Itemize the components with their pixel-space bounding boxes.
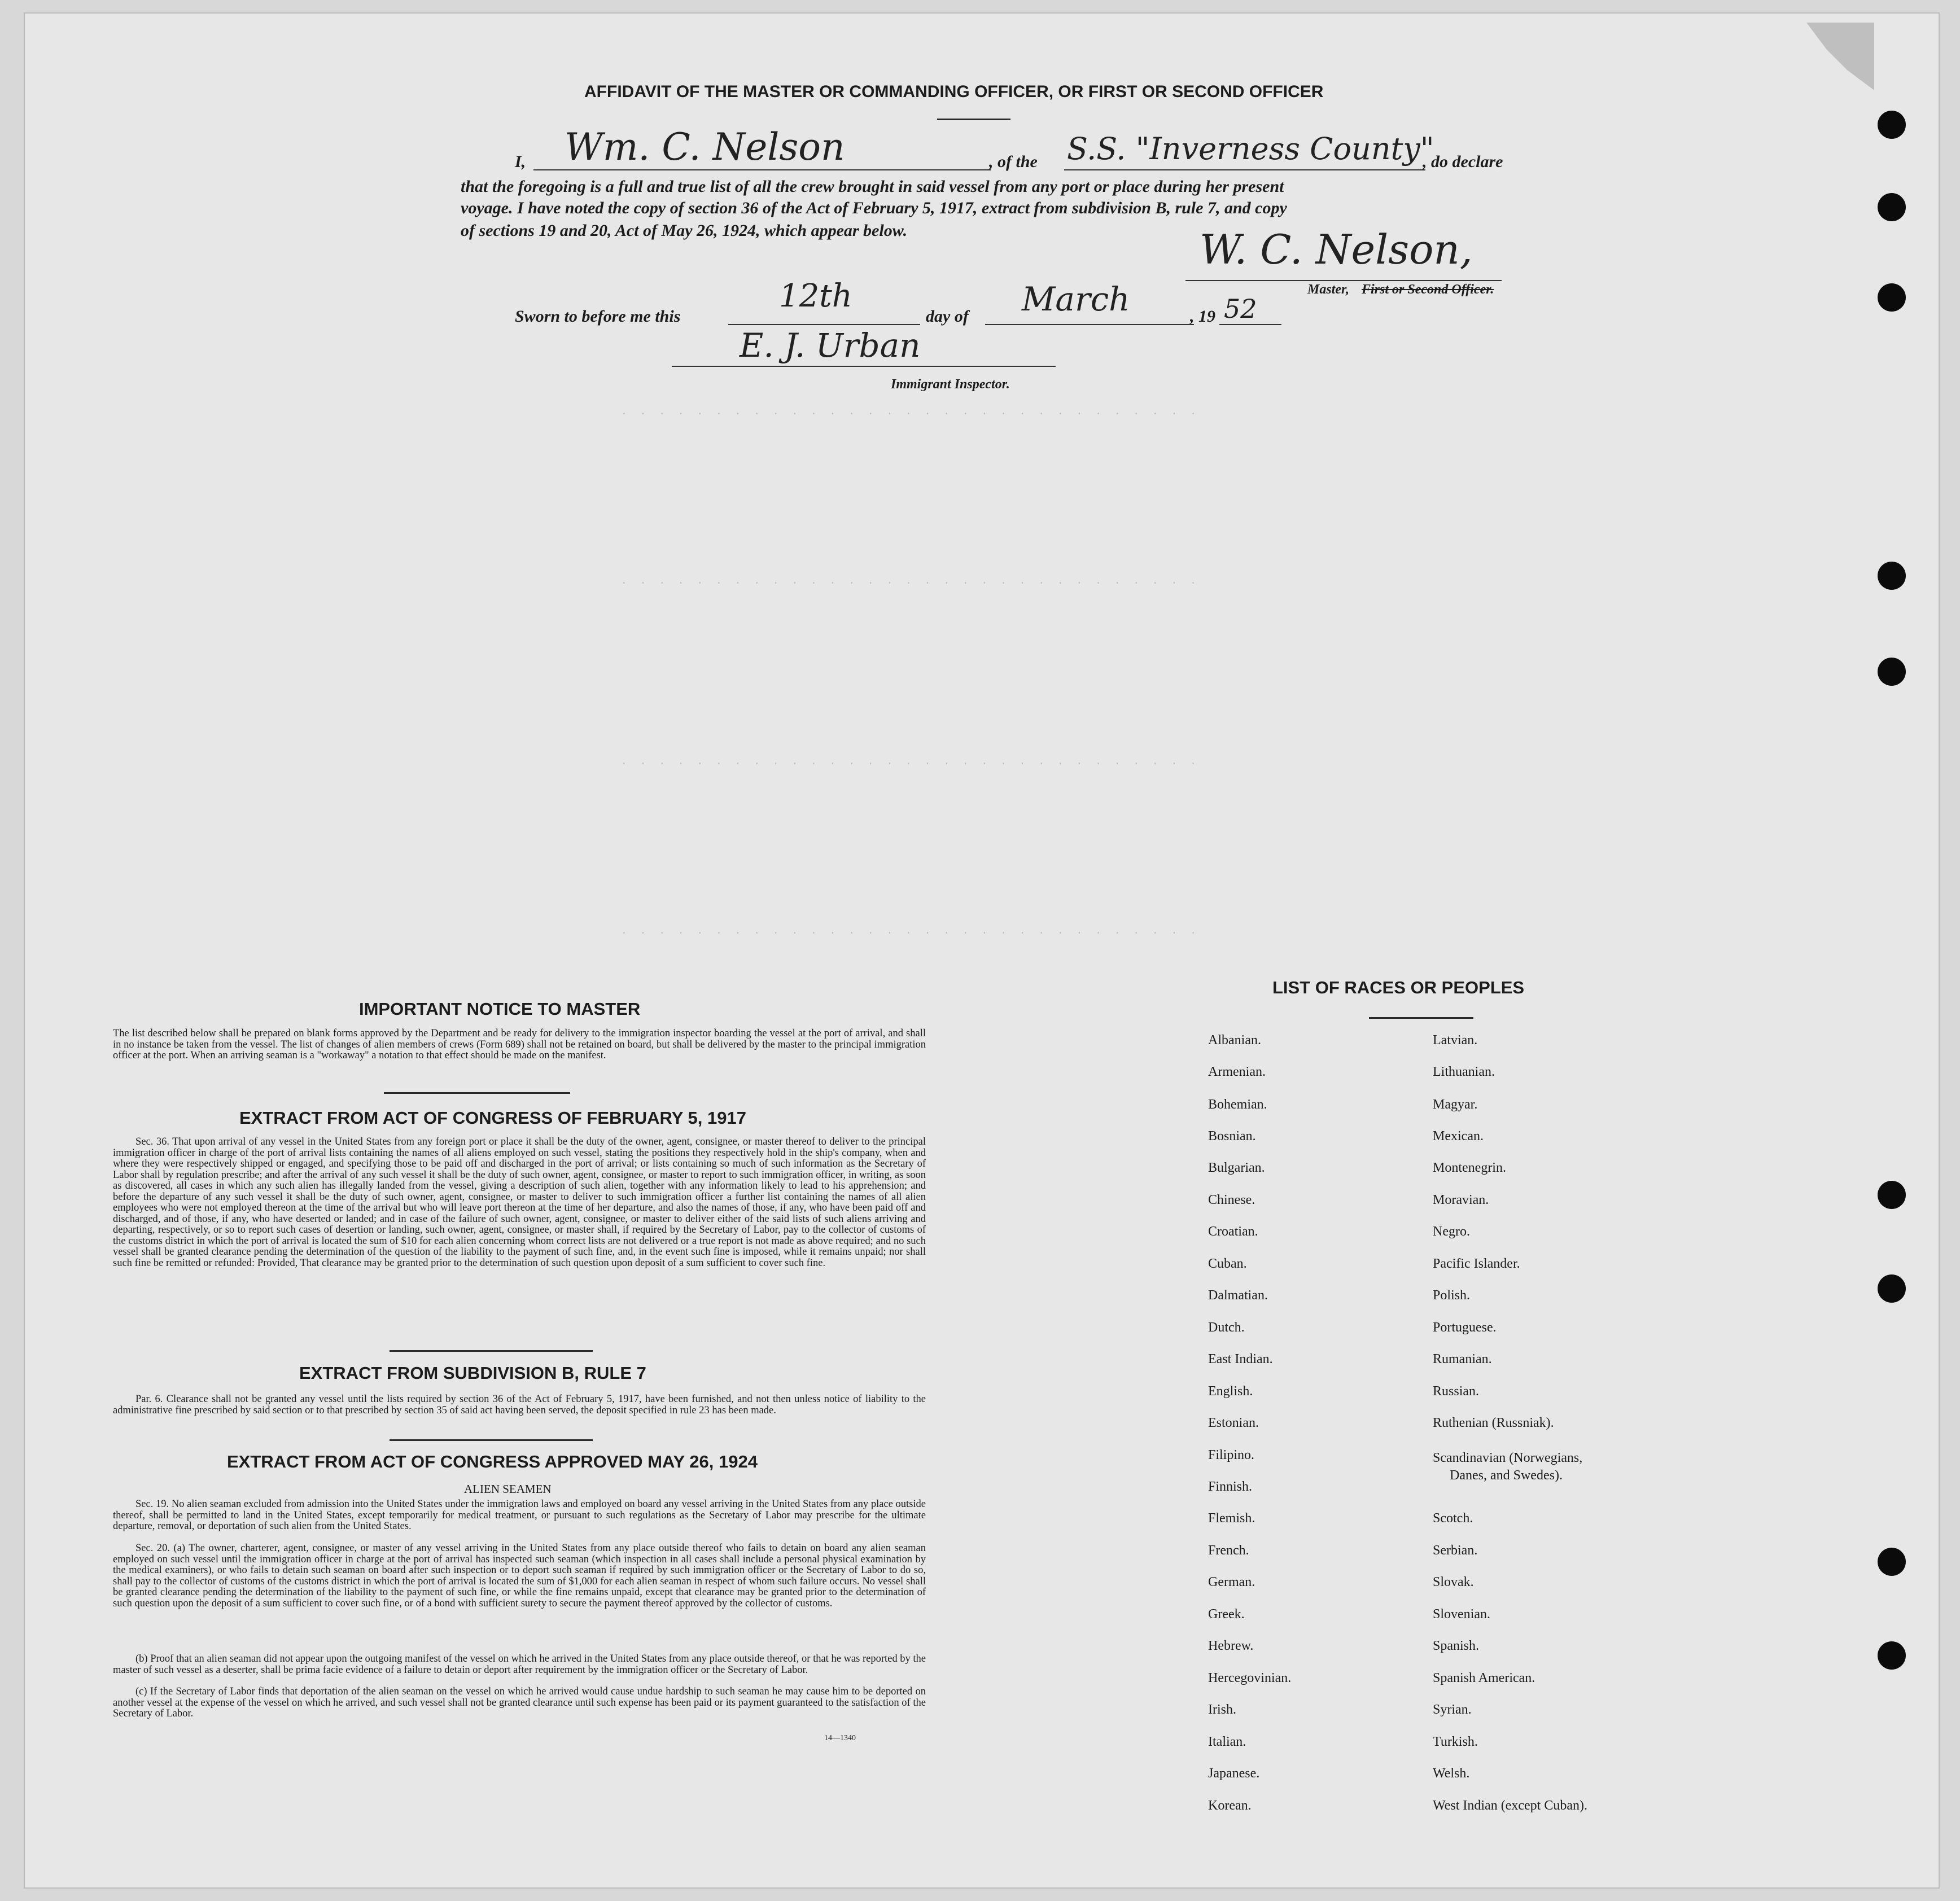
race-left: Albanian. [1208,1033,1261,1048]
race-left: Italian. [1208,1734,1246,1749]
notice-text: The list described below shall be prepared on blank forms approved by the Department and be ready for delivery to the immigration inspector boarding the vessel at the port of arrival, and shall in no instance be taken from the vessel. The list of changes of alien members of crews (Form 689) shall not be retained on board, but shall be delivered by the master to the principal immigration officer at the port. When an arriving seaman is a "workaway" a notation to that effect should be made on the manifest. [113,1028,926,1061]
punch-hole [1878,1641,1906,1670]
sworn-year: 52 [1224,294,1257,324]
sworn-year-prefix: , 19 [1190,307,1215,326]
race-right: Magyar. [1433,1097,1478,1112]
race-left: Japanese. [1208,1766,1260,1781]
race-right: Welsh. [1433,1766,1470,1781]
sec20a-text: Sec. 20. (a) The owner, charterer, agent, consignee, or master of any vessel arriving in the United States from any place outside thereof who fails to detain on board any alien seaman employed on such vessel until the immigration officer in charge at the port of arrival has inspected such seaman (which inspection in all cases shall include a personal physical examination by the medical examiners), or who fails to detain such seaman on board after such inspection or to deport such seaman if required by such immigration officer or the Secretary of Labor to do so, shall pay to the collector of customs of the customs district in which the port of arrival is located the sum of $1,000 for each alien seaman in respect of whom such failure occurs. No vessel shall be granted clearance pending the determination of the liability to the payment of such fine, or while the fine remains unpaid, except that clearance may be granted prior to the determination of such question upon the deposit of a sum sufficient to cover such fine, or of a bond with sufficient surety to secure the payment thereof approved by the collector of customs. [113,1543,926,1609]
race-left: Irish. [1208,1702,1236,1717]
races-heading: LIST OF RACES OR PEOPLES [1272,978,1525,997]
races-heading-rule [1369,1017,1473,1019]
sworn-month: March [1022,280,1130,318]
race-left: Hercegovinian. [1208,1671,1292,1685]
race-left: Bulgarian. [1208,1160,1265,1175]
race-left: French. [1208,1543,1249,1558]
sworn-month-line [985,324,1194,325]
affidavit-heading: AFFIDAVIT OF THE MASTER OR COMMANDING OFFICER, OR FIRST OR SECOND OFFICER [584,82,1324,101]
sworn-prefix: Sworn to before me this [515,307,681,326]
punch-hole [1878,1274,1906,1303]
race-left: Korean. [1208,1798,1252,1813]
race-left: Finnish. [1208,1479,1253,1494]
punch-hole [1878,111,1906,139]
sec19-text: Sec. 19. No alien seaman excluded from admission into the United States under the immigration laws and employed on board any vessel arriving in the United States from any place outside thereof, shall be permitted to land in the United States, except temporarily for medical treatment, or pursuant to such regulations as the Secretary of Labor may prescribe for the ultimate departure, removal, or deportation of such alien from the United States. [113,1499,926,1532]
section-rule [384,1092,570,1094]
vessel-name: S.S. "Inverness County" [1067,131,1434,167]
bleed-through-marks: . . . . . . . . . . . . . . . . . . . . . . . . . . . . . . . [621,576,1200,587]
sworn-year-line [1219,324,1281,325]
master-signature-line [1185,280,1502,281]
race-right: Serbian. [1433,1543,1478,1558]
inspector-label: Immigrant Inspector. [891,377,1010,392]
race-right: Mexican. [1433,1129,1484,1144]
sec20c-text: (c) If the Secretary of Labor finds that deportation of the alien seaman on the vessel on which he arrived would cause undue hardship to such seaman he may cause him to be deported on another vessel at the expense of the vessel on which he arrived, and such vessel shall not be granted clearance until such expense has been paid or its payment guaranteed to the satisfaction of the Secretary of Labor. [113,1686,926,1719]
master-label: Master, [1307,282,1350,297]
race-right: Scandinavian (Norwegians, [1433,1451,1583,1465]
race-right: Latvian. [1433,1033,1478,1048]
affidavit-line1-prefix: I, [515,152,526,171]
race-left: German. [1208,1575,1255,1589]
inspector-signature-line [672,366,1056,367]
extract-rule7-heading: EXTRACT FROM SUBDIVISION B, RULE 7 [299,1363,646,1383]
punch-hole [1878,562,1906,590]
race-right: Lithuanian. [1433,1065,1495,1079]
affidavit-of-the: , of the [989,152,1038,171]
race-right: Turkish. [1433,1734,1478,1749]
race-right: Danes, and Swedes). [1450,1468,1563,1483]
notice-heading: IMPORTANT NOTICE TO MASTER [359,999,641,1019]
form-number: 14—1340 [824,1734,856,1742]
sworn-day-line [728,324,920,325]
race-left: Bohemian. [1208,1097,1267,1112]
race-right: Slovenian. [1433,1607,1490,1622]
bleed-through-marks: . . . . . . . . . . . . . . . . . . . . . . . . . . . . . . . [621,406,1200,418]
punch-hole [1878,283,1906,312]
race-left: Estonian. [1208,1416,1259,1430]
race-right: Slovak. [1433,1575,1474,1589]
sworn-day: 12th [779,278,852,314]
race-left: Armenian. [1208,1065,1266,1079]
race-right: Spanish. [1433,1639,1480,1653]
punch-hole [1878,1548,1906,1576]
inspector-signature: E. J. Urban [740,326,921,365]
race-left: Dalmatian. [1208,1288,1268,1303]
extract-1917-heading: EXTRACT FROM ACT OF CONGRESS OF FEBRUARY 5, 1917 [239,1108,746,1128]
affidavit-line4: of sections 19 and 20, Act of May 26, 1924, which appear below. [461,221,908,240]
race-right: Portuguese. [1433,1320,1497,1335]
race-right: Negro. [1433,1224,1470,1239]
punch-hole [1878,658,1906,686]
bleed-through-marks: . . . . . . . . . . . . . . . . . . . . . . . . . . . . . . . [621,926,1200,937]
race-right: Scotch. [1433,1511,1473,1526]
signer-name: Wm. C. Nelson [565,125,845,169]
race-left: Croatian. [1208,1224,1258,1239]
race-left: Greek. [1208,1607,1245,1622]
race-right: West Indian (except Cuban). [1433,1798,1587,1813]
heading-rule [937,119,1010,120]
race-right: Montenegrin. [1433,1160,1506,1175]
vessel-name-line [1064,169,1425,170]
race-left: Chinese. [1208,1193,1255,1207]
struck-officer-label: First or Second Officer. [1362,282,1494,297]
race-right: Spanish American. [1433,1671,1535,1685]
bleed-through-marks: . . . . . . . . . . . . . . . . . . . . . . . . . . . . . . . [621,756,1200,768]
signer-name-line [533,169,991,170]
master-signature: W. C. Nelson, [1200,226,1473,273]
race-right: Rumanian. [1433,1352,1492,1366]
affidavit-line2: that the foregoing is a full and true list of all the crew brought in said vessel from any port or place during her present [461,177,1284,196]
race-left: Cuban. [1208,1256,1247,1271]
race-left: East Indian. [1208,1352,1273,1366]
sec20b-text: (b) Proof that an alien seaman did not appear upon the outgoing manifest of the vessel on which he arrived in the United States from any place outside thereof, or that he was reported by the master of such vessel as a deserter, shall be prima facie evidence of a failure to detain or deport after requirement by the immigration officer or the Secretary of Labor. [113,1653,926,1676]
race-left: English. [1208,1384,1253,1399]
sworn-day-of: day of [926,307,969,326]
race-left: Flemish. [1208,1511,1255,1526]
race-right: Moravian. [1433,1193,1489,1207]
punch-hole [1878,193,1906,221]
section-rule [390,1439,593,1441]
race-right: Polish. [1433,1288,1471,1303]
race-left: Filipino. [1208,1448,1255,1462]
race-left: Dutch. [1208,1320,1245,1335]
race-right: Syrian. [1433,1702,1472,1717]
race-left: Bosnian. [1208,1129,1256,1144]
extract-rule7-text: Par. 6. Clearance shall not be granted any vessel until the lists required by section 36 of the Act of February 5, 1917, have been furnished, and not then unless notice of liability to the administrative fine prescribed by said section or to that prescribed by section 35 of said act having been served, the deposit specified in rule 23 has been made. [113,1394,926,1416]
race-right: Pacific Islander. [1433,1256,1520,1271]
punch-hole [1878,1181,1906,1209]
alien-seamen-subheading: ALIEN SEAMEN [464,1482,552,1496]
race-right: Ruthenian (Russniak). [1433,1416,1554,1430]
extract-1924-heading: EXTRACT FROM ACT OF CONGRESS APPROVED MAY 26, 1924 [227,1452,758,1471]
race-right: Russian. [1433,1384,1480,1399]
affidavit-line3: voyage. I have noted the copy of section 36 of the Act of February 5, 1917, extract from subdivision B, rule 7, and copy [461,199,1287,217]
extract-1917-text: Sec. 36. That upon arrival of any vessel in the United States from any foreign port or place it shall be the duty of the owner, agent, consignee, or master thereof to deliver to the principal immigration officer in charge of the port of arrival lists containing the names of all aliens employed on such vessel, stating the positions they respectively hold in the ship's company, when and where they were respectively shipped or engaged, and specifying those to be paid off and discharged in the port of arrival; or lists containing so much of such information as the Secretary of Labor shall by regulation prescribe; and after the arrival of any such vessel it shall be the duty of such owner, agent, consignee, or master to report to such immigration officer, in writing, as soon as discovered, all cases in which any such alien has illegally landed from the vessel, giving a description of such alien, together with any information likely to lead to his apprehension; and before the departure of any such vessel it shall be the duty of such owner, agent, consignee, or master to deliver to such immigration officer a further list containing the names of all alien employees who were not employed thereon at the time of the arrival but who will leave port thereon at the time of her departure, and also the names of those, if any, who have been paid off and discharged, and of those, if any, who have deserted or landed; and in case of the failure of such owner, agent, consignee, or master to deliver either of the said lists of such aliens arriving and departing, respectively, or so to report such cases of desertion or landing, such owner, agent, consignee, or master shall, if required by the Secretary of Labor, pay to the collector of customs of the customs district in which the port of arrival is located the sum of $10 for each alien concerning whom correct lists are not delivered or a true report is not made as above required; and no such vessel shall be granted clearance pending the determination of the question of the liability to the payment of such fine, and, in the event such fine is imposed, while it remains unpaid; nor shall such fine be remitted or refunded: Provided, That clearance may be granted prior to the determination of such question upon deposit of a sum sufficient to cover such fine. [113,1136,926,1269]
affidavit-do-declare: , do declare [1423,152,1503,171]
section-rule [390,1350,593,1352]
race-left: Hebrew. [1208,1639,1254,1653]
